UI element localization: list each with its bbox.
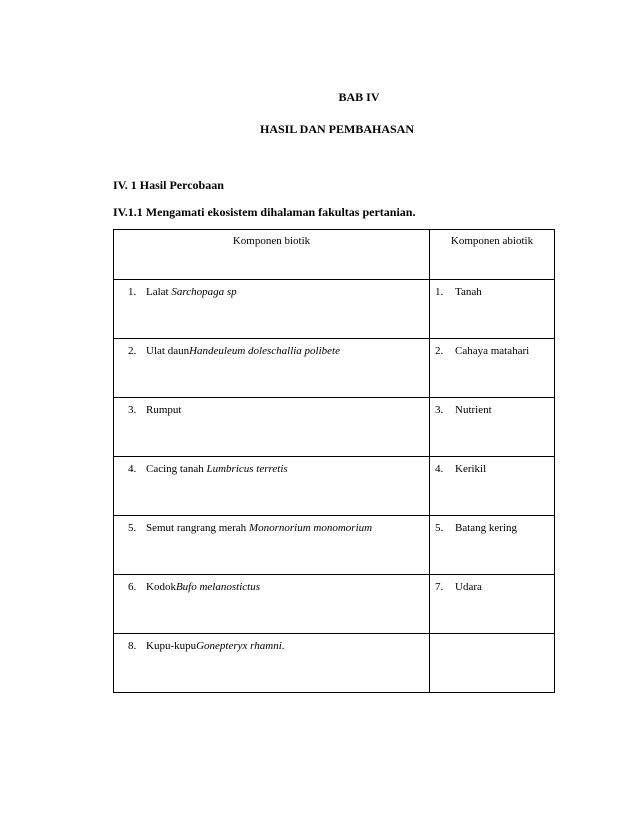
biotic-name: Kupu-kupu [146, 640, 197, 652]
biotic-species: Monornorium monomorium [248, 522, 373, 534]
row-number: 6. [128, 581, 137, 593]
row-number: 8. [128, 640, 137, 652]
biotic-cell [114, 398, 430, 457]
abiotic-cell [430, 280, 555, 339]
abiotic-cell [430, 398, 555, 457]
row-number: 5. [128, 522, 137, 534]
biotic-cell [114, 339, 430, 398]
row-number: 4. [435, 463, 444, 475]
biotic-cell [114, 575, 430, 634]
biotic-cell [114, 457, 430, 516]
row-number: 4. [128, 463, 137, 475]
abiotic-name: Cahaya matahari [455, 345, 530, 357]
row-number: 2. [128, 345, 137, 357]
biotic-name: Cacing tanah [146, 463, 207, 475]
biotic-name: Lalat [146, 286, 172, 298]
chapter-subtitle: HASIL DAN PEMBAHASAN [259, 122, 415, 136]
abiotic-name: Batang kering [455, 522, 518, 534]
table-row [114, 516, 555, 575]
section-heading: IV. 1 Hasil Percobaan [113, 178, 224, 192]
abiotic-name: Kerikil [455, 463, 487, 475]
table-row [114, 339, 555, 398]
abiotic-cell [430, 339, 555, 398]
row-number: 1. [128, 286, 137, 298]
abiotic-cell [430, 457, 555, 516]
subsection-heading: IV.1.1 Mengamati ekosistem dihalaman fakultas pertanian. [113, 205, 416, 219]
biotic-name: Rumput [146, 404, 182, 416]
chapter-title: BAB IV [338, 90, 380, 104]
biotic-species: Handeuleum doleschallia polibete [189, 345, 340, 357]
biotic-cell [114, 516, 430, 575]
row-number: 5. [435, 522, 444, 534]
biotic-species: Sarchopaga sp [171, 286, 237, 298]
abiotic-name: Tanah [455, 286, 482, 298]
biotic-species: Gonepteryx rhamni [196, 640, 282, 652]
table-row [114, 634, 555, 693]
table-header-row [114, 230, 555, 280]
abiotic-name: Udara [455, 581, 482, 593]
row-number: 3. [128, 404, 137, 416]
abiotic-cell [430, 516, 555, 575]
table-row [114, 280, 555, 339]
biotic-name: Semut rangrang merah [146, 522, 249, 534]
abiotic-cell [430, 575, 555, 634]
biotic-cell [114, 280, 430, 339]
row-number: 3. [435, 404, 444, 416]
biotic-species: Bufo melanostictus [175, 581, 260, 593]
biotic-suffix: . [281, 640, 285, 652]
abiotic-name: Nutrient [455, 404, 492, 416]
biotic-name: Ulat daun [146, 345, 190, 357]
table-row [114, 398, 555, 457]
ecosystem-components-table [113, 229, 555, 693]
header-biotic: Komponen biotik [114, 230, 430, 280]
table-row [114, 457, 555, 516]
header-abiotic: Komponen abiotik [430, 230, 555, 280]
table-row [114, 575, 555, 634]
biotic-cell [114, 634, 430, 693]
row-number: 2. [435, 345, 444, 357]
row-number: 7. [435, 581, 444, 593]
abiotic-cell-empty [430, 634, 555, 693]
biotic-species: Lumbricus terretis [206, 463, 288, 475]
biotic-name: Kodok [146, 581, 176, 593]
row-number: 1. [435, 286, 444, 298]
